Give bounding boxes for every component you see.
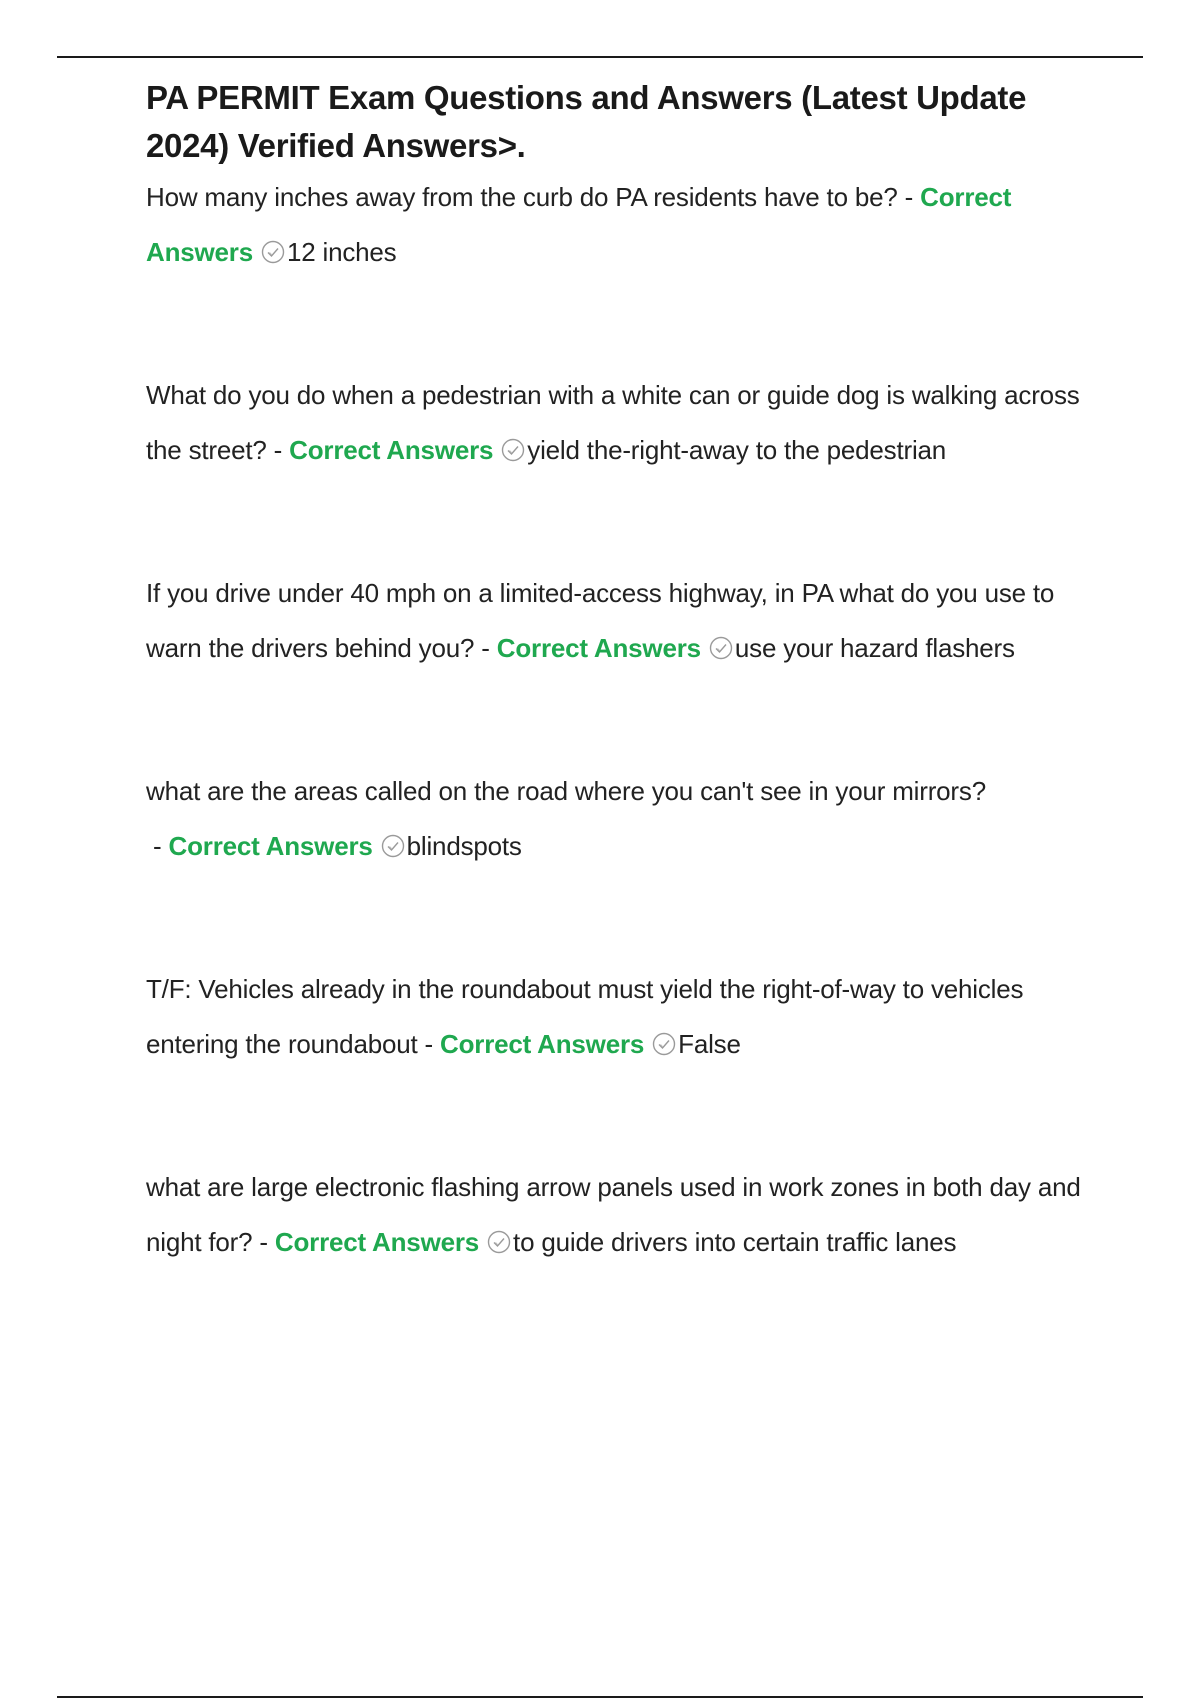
verified-check-icon: [709, 636, 733, 660]
answer-text: to guide drivers into certain traffic lanes: [513, 1227, 957, 1257]
question-text: What do you do when a pedestrian with a white can or guide dog is walking across the street?: [146, 380, 1080, 465]
separator: -: [897, 182, 921, 212]
verified-check-icon: [501, 438, 525, 462]
separator: -: [417, 1029, 441, 1059]
qa-item: [146, 1160, 1096, 1270]
verified-check-icon: [381, 834, 405, 858]
answer-text: use your hazard flashers: [734, 633, 1015, 663]
separator: -: [146, 831, 169, 861]
correct-answers-label: Correct Answers: [274, 1227, 480, 1257]
separator: -: [266, 435, 290, 465]
qa-item: [146, 566, 1096, 676]
question-text: If you drive under 40 mph on a limited-access highway, in PA what do you use to warn the drivers behind you?: [146, 578, 1055, 663]
qa-item: [146, 764, 1096, 874]
bottom-rule: [57, 1696, 1143, 1698]
separator: -: [252, 1227, 275, 1257]
document-body: [146, 74, 1096, 1270]
answer-text: 12 inches: [286, 237, 397, 267]
question-text: what are large electronic flashing arrow panels used in work zones in both day and night for?: [146, 1172, 1081, 1257]
top-rule: [57, 56, 1143, 58]
qa-item: [146, 368, 1096, 478]
question-text: T/F: Vehicles already in the roundabout must yield the right-of-way to vehicles entering the roundabout: [146, 974, 1024, 1059]
question-text: what are the areas called on the road where you can't see in your mirrors?: [146, 776, 986, 806]
qa-item: [146, 962, 1096, 1072]
qa-item: [146, 170, 1096, 280]
correct-answers-label: Correct Answers: [440, 1029, 645, 1059]
correct-answers-label: Correct Answers: [146, 182, 1012, 267]
separator: -: [474, 633, 497, 663]
answer-text: yield the-right-away to the pedestrian: [527, 435, 947, 465]
correct-answers-label: Correct Answers: [168, 831, 373, 861]
verified-check-icon: [652, 1032, 676, 1056]
correct-answers-label: Correct Answers: [496, 633, 701, 663]
answer-text: False: [678, 1029, 741, 1059]
page-title: PA PERMIT Exam Questions and Answers (Latest Update 2024) Verified Answers>.: [146, 79, 1027, 164]
question-text: How many inches away from the curb do PA residents have to be?: [146, 182, 898, 212]
verified-check-icon: [261, 240, 285, 264]
correct-answers-label: Correct Answers: [289, 435, 494, 465]
verified-check-icon: [487, 1230, 511, 1254]
qa-list: [146, 170, 1096, 1270]
answer-text: blindspots: [406, 831, 522, 861]
